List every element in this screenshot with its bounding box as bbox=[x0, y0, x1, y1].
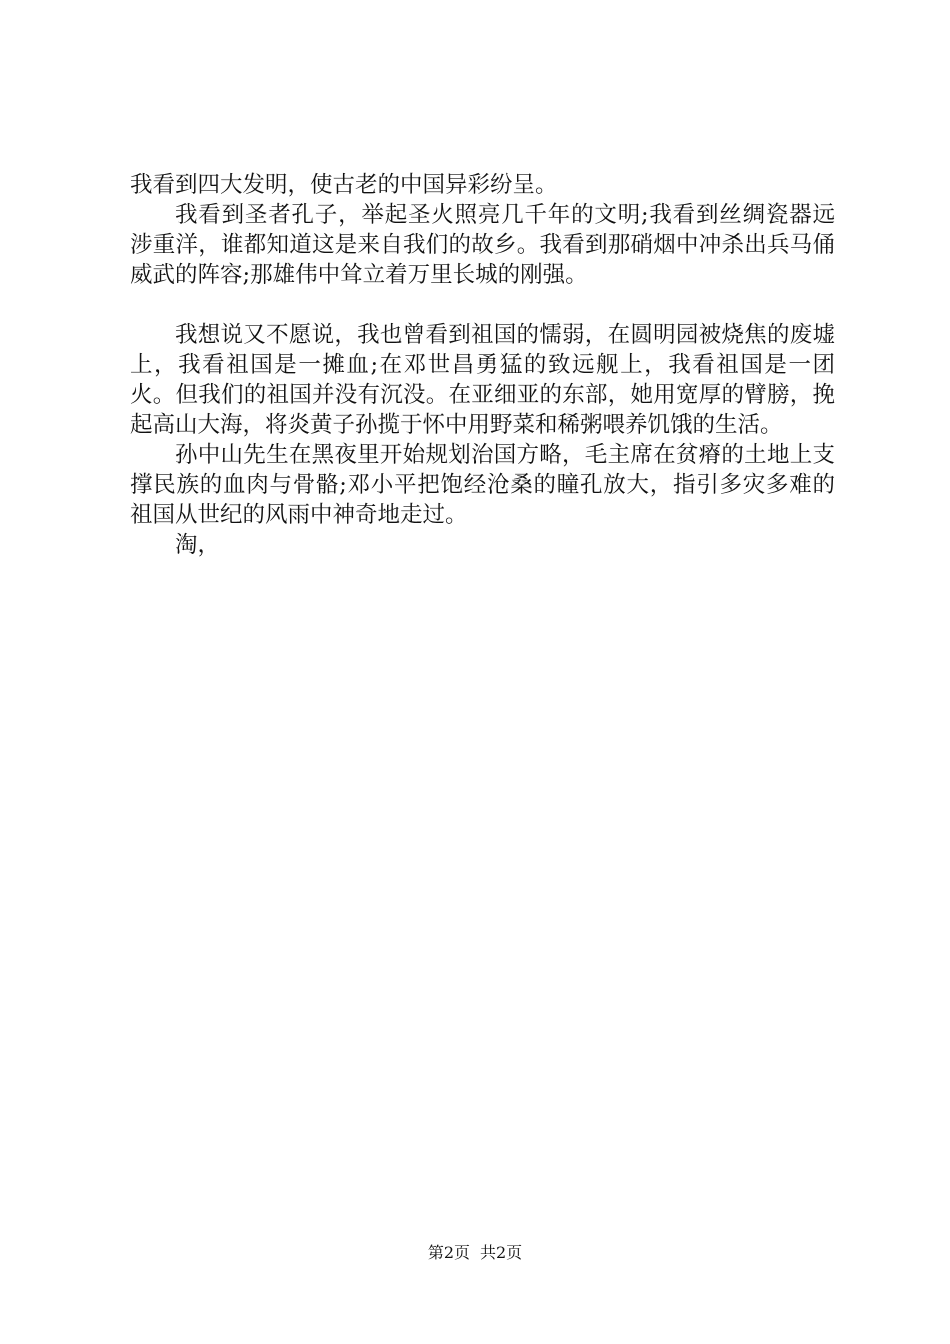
page-footer bbox=[0, 1243, 950, 1263]
page-number-total: 共2页 bbox=[480, 1243, 523, 1262]
paragraph-four-inventions: 我看到四大发明，使古老的中国异彩纷呈。 bbox=[130, 172, 558, 198]
document-body bbox=[130, 170, 835, 560]
paragraph-confucius: 我看到圣者孔子，举起圣火照亮几千年的文明;我看到丝绸瓷器远涉重洋，谁都知道这是来自我们的故乡。我看到那硝烟中冲杀出兵马俑威武的阵容;那雄伟中耸立着万里长城的刚强。 bbox=[130, 202, 835, 288]
paragraph-leaders: 孙中山先生在黑夜里开始规划治国方略，毛主席在贫瘠的土地上支撑民族的血肉与骨骼;邓小平把饱经沧桑的瞳孔放大，指引多灾多难的祖国从世纪的风雨中神奇地走过。 bbox=[130, 442, 835, 528]
page-number-current: 第2页 bbox=[427, 1243, 470, 1262]
paragraph-fragment: 淘， bbox=[175, 532, 221, 558]
paragraph-weakness: 我想说又不愿说，我也曾看到祖国的懦弱，在圆明园被烧焦的废墟上，我看祖国是一摊血;在邓世昌勇猛的致远舰上，我看祖国是一团火。但我们的祖国并没有沉没。在亚细亚的东部，她用宽厚的臂膀，挽起高山大海，将炎黄子孙揽于怀中用野菜和稀粥喂养饥饿的生活。 bbox=[130, 322, 835, 438]
